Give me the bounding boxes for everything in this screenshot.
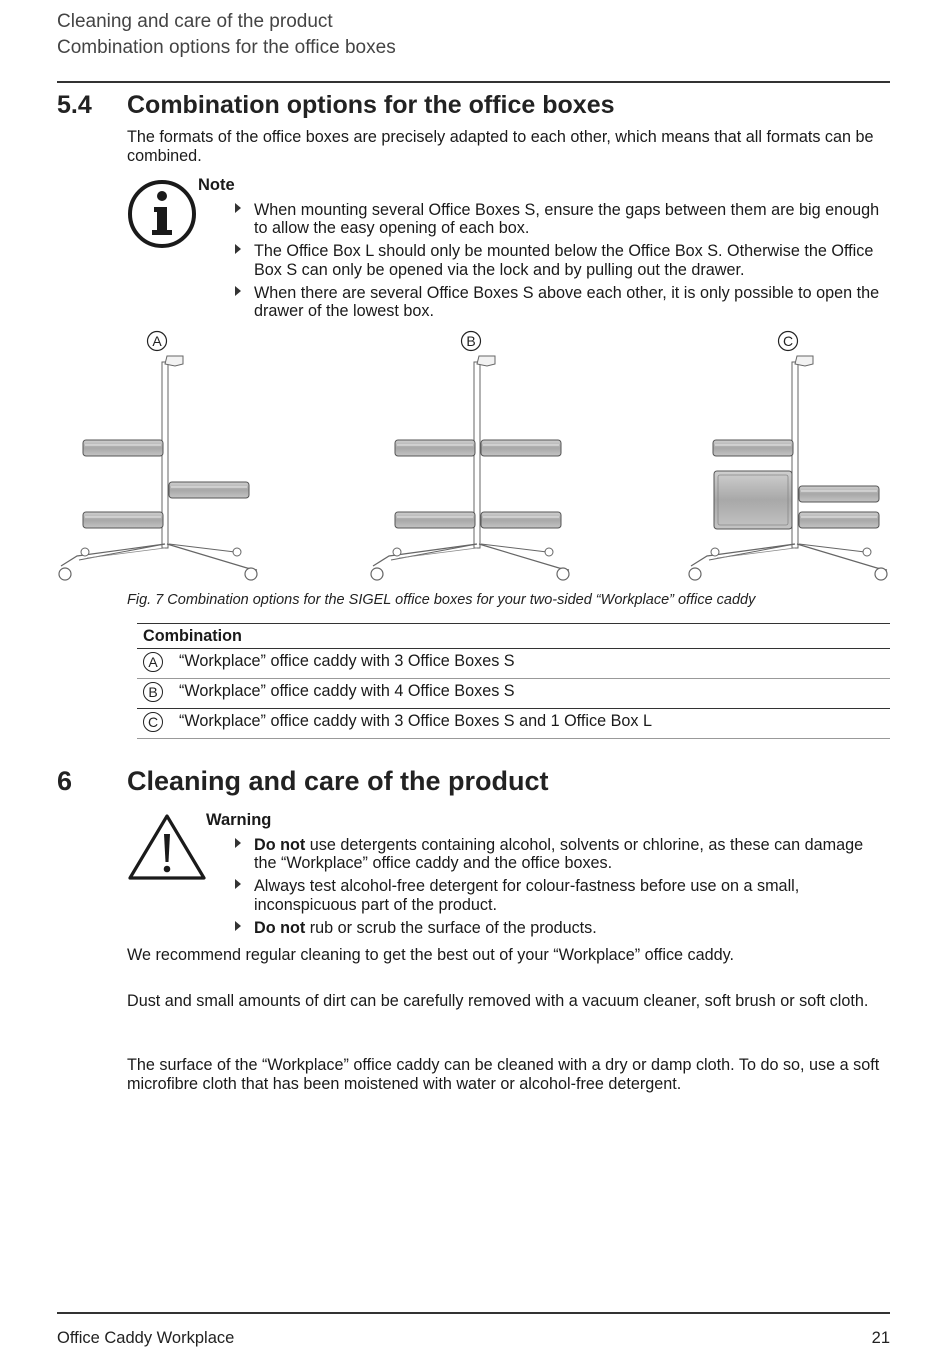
header-rule (57, 81, 890, 83)
bullet-arrow-icon (235, 879, 241, 889)
section-title: Combination options for the office boxes (127, 91, 615, 119)
row-key-badge: B (143, 682, 163, 702)
footer-product-name: Office Caddy Workplace (57, 1329, 235, 1347)
caddy-illustration-c (689, 356, 887, 580)
body-paragraph: We recommend regular cleaning to get the best out of your “Workplace” office caddy. (127, 946, 735, 964)
warning-triangle-icon (127, 812, 207, 887)
running-header-line1: Cleaning and care of the product (57, 11, 333, 32)
list-item (232, 242, 882, 278)
warning-list (232, 836, 882, 942)
row-text: “Workplace” office caddy with 4 Office Boxes S (173, 679, 890, 709)
figure-label-b (462, 332, 481, 351)
note-title: Note (198, 176, 235, 194)
list-item (232, 284, 882, 320)
emphasis-text: Do not (254, 836, 306, 854)
warning-item-text: use detergents containing alcohol, solvents or chlorine, as these can damage the “Workplace” office caddy and the office boxes. (254, 836, 864, 873)
combination-table (137, 623, 890, 739)
section-number: 5.4 (57, 91, 92, 119)
row-key (137, 679, 173, 709)
figure-caption: Fig. 7 Combination options for the SIGEL office boxes for your two-sided “Workplace” office caddy (127, 592, 756, 608)
bullet-arrow-icon (235, 203, 241, 213)
warning-title: Warning (206, 811, 272, 829)
emphasis-text: Do not (254, 918, 306, 937)
row-key-badge: C (143, 712, 163, 732)
bullet-arrow-icon (235, 286, 241, 296)
list-item (232, 919, 882, 937)
page-number: 21 (871, 1329, 890, 1347)
table-header: Combination (137, 624, 890, 649)
warning-item-text: rub or scrub the surface of the products. (305, 918, 597, 937)
section-intro: The formats of the office boxes are precisely adapted to each other, which means that all formats can be combined. (127, 128, 874, 165)
list-item (232, 836, 882, 872)
section-number: 6 (57, 766, 73, 796)
row-key (137, 709, 173, 739)
svg-text:C: C (782, 333, 794, 349)
row-key (137, 649, 173, 679)
row-key-badge: A (143, 652, 163, 672)
note-list (232, 201, 882, 325)
note-item-text: The Office Box L should only be mounted below the Office Box S. Otherwise the Office Box S can only be opened via the lock and by pulling out the drawer. (254, 242, 874, 279)
warning-item-text: Always test alcohol-free detergent for colour-fastness before use on a small, inconspicuous part of the product. (254, 877, 800, 914)
note-item-text: When mounting several Office Boxes S, ensure the gaps between them are big enough to allow the easy opening of each box. (254, 201, 880, 238)
caddy-illustration-b (371, 356, 569, 580)
running-header-line2: Combination options for the office boxes (57, 37, 396, 58)
table-row (137, 709, 890, 739)
svg-text:A: A (152, 333, 162, 349)
section-title: Cleaning and care of the product (127, 766, 549, 796)
row-text: “Workplace” office caddy with 3 Office Boxes S (173, 649, 890, 679)
info-icon (127, 178, 199, 255)
list-item (232, 877, 882, 913)
figure-label-a (148, 332, 167, 351)
body-paragraph: The surface of the “Workplace” office caddy can be cleaned with a dry or damp cloth. To do so, use a soft microfibre cloth that has been moistened with water or alcohol-free detergent. (127, 1056, 880, 1093)
caddy-illustration-a (59, 356, 257, 580)
svg-text:B: B (466, 333, 476, 349)
figure-label-c (779, 332, 798, 351)
list-item (232, 201, 882, 237)
note-item-text: When there are several Office Boxes S above each other, it is only possible to open the drawer of the lowest box. (254, 283, 880, 321)
bullet-arrow-icon (235, 921, 241, 931)
body-paragraph: Dust and small amounts of dirt can be carefully removed with a vacuum cleaner, soft brush or soft cloth. (127, 992, 869, 1010)
row-text: “Workplace” office caddy with 3 Office Boxes S and 1 Office Box L (173, 709, 890, 739)
bullet-arrow-icon (235, 244, 241, 254)
footer-rule (57, 1312, 890, 1314)
bullet-arrow-icon (235, 838, 241, 848)
caddy-combination-figure (57, 330, 890, 585)
table-row (137, 649, 890, 679)
table-row (137, 679, 890, 709)
